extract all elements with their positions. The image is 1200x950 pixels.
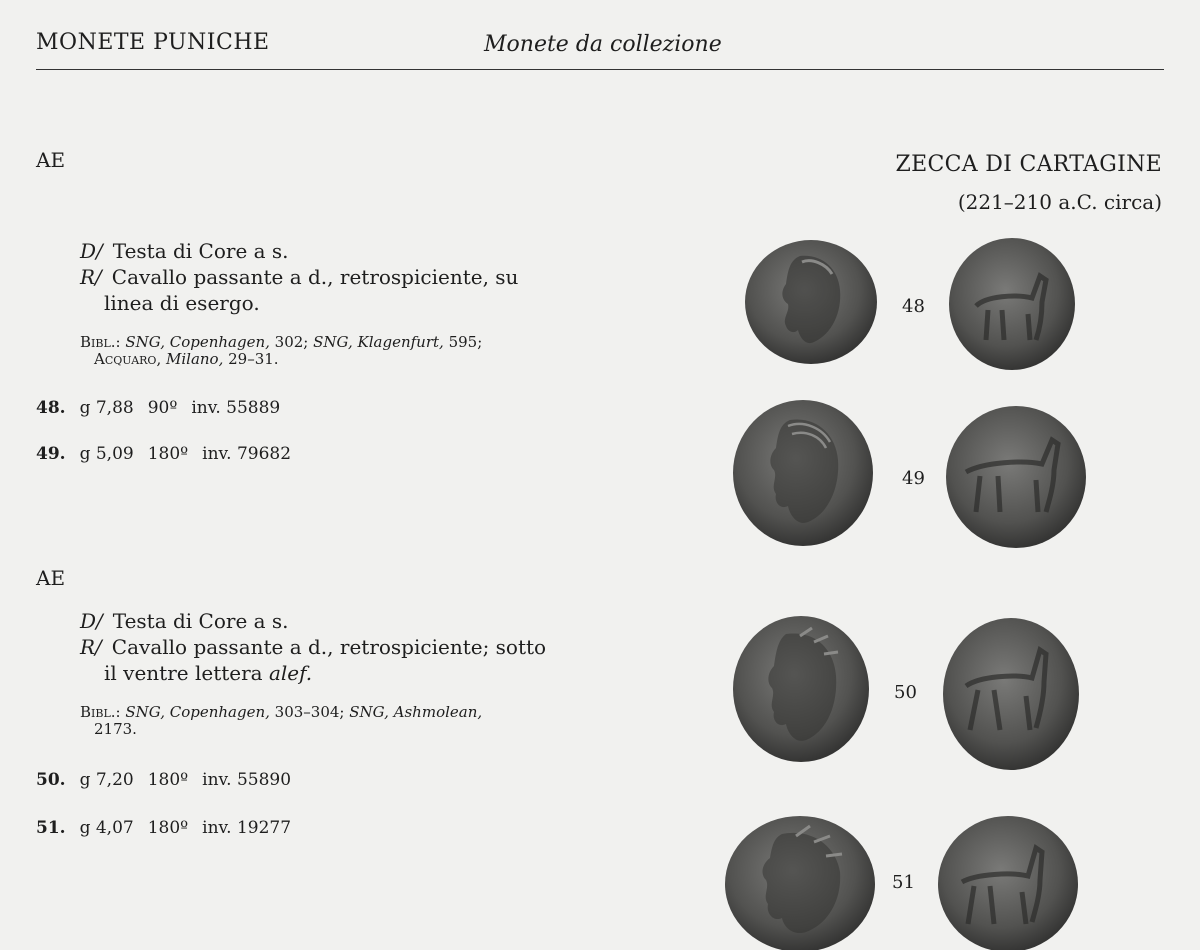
catalog-entry — [36, 398, 294, 418]
reverse-line — [80, 264, 600, 290]
entry-weight: g 7,88 — [79, 398, 134, 418]
bibl-pages: 302; — [269, 333, 314, 351]
catalog-entry — [36, 818, 305, 838]
bibl-ref: SNG, Copenhagen, — [125, 333, 270, 351]
reverse-label: R/ — [80, 265, 102, 289]
coin-51-obverse-image — [722, 812, 878, 950]
reverse-line-cont — [80, 660, 600, 686]
entry-number: 49. — [36, 444, 66, 464]
reverse-line-cont: linea di esergo. — [104, 291, 260, 315]
entry-axis: 180º — [147, 444, 189, 464]
running-header-title: Monete da collezione — [484, 32, 722, 57]
mint-date: (221–210 a.C. circa) — [957, 190, 1162, 214]
header-rule — [36, 69, 1164, 70]
running-header-left: MONETE PUNICHE — [36, 30, 270, 55]
obverse-label: D/ — [80, 239, 103, 263]
plate-number: 51 — [892, 872, 915, 893]
entry-axis: 90º — [147, 398, 178, 418]
obverse-text: Testa di Core a s. — [112, 239, 289, 263]
bibl-pages: 595; — [443, 333, 483, 351]
reverse-label: R/ — [80, 635, 102, 659]
bibliography-label: Bibl.: — [80, 333, 121, 351]
entry-weight: g 4,07 — [79, 818, 134, 838]
catalog-entry — [36, 770, 305, 790]
denomination-label: AE — [36, 148, 66, 172]
plate-number: 50 — [894, 682, 917, 703]
entry-weight: g 7,20 — [79, 770, 134, 790]
entry-number: 50. — [36, 770, 66, 790]
bibliography — [80, 704, 610, 738]
bibliography-label: Bibl.: — [80, 703, 121, 721]
coin-48-reverse-image — [946, 236, 1078, 372]
bibliography-line — [80, 334, 610, 351]
bibl-ref: SNG, Klagenfurt, — [313, 333, 444, 351]
bibl-ref: SNG, Copenhagen, — [125, 703, 270, 721]
reverse-text: il ventre lettera — [104, 661, 269, 685]
catalog-entry — [36, 444, 305, 464]
bibliography-line — [80, 704, 610, 721]
obverse-line — [80, 238, 600, 264]
plate-number: 48 — [902, 296, 925, 317]
coin-49-reverse-image — [944, 404, 1088, 550]
reverse-line — [80, 634, 600, 660]
coin-50-obverse-image — [730, 614, 872, 764]
bibl-ref: Milano, — [166, 350, 224, 368]
reverse-letter: alef. — [268, 661, 313, 685]
plate-number: 49 — [902, 468, 925, 489]
entry-inventory: inv. 55889 — [191, 398, 281, 418]
obverse-label: D/ — [80, 609, 103, 633]
obverse-line — [80, 608, 600, 634]
coin-51-reverse-image — [936, 812, 1080, 950]
bibliography-line — [80, 351, 610, 368]
entry-number: 51. — [36, 818, 66, 838]
entry-weight: g 5,09 — [79, 444, 134, 464]
coin-description — [80, 238, 600, 316]
entry-inventory: inv. 79682 — [202, 444, 292, 464]
entry-axis: 180º — [147, 818, 189, 838]
bibliography — [80, 334, 610, 368]
denomination-label: AE — [36, 566, 66, 590]
reverse-text: Cavallo passante a d., retrospiciente; sotto — [111, 635, 547, 659]
coin-50-reverse-image — [940, 616, 1082, 772]
entry-inventory: inv. 19277 — [202, 818, 292, 838]
mint-heading: ZECCA DI CARTAGINE — [895, 152, 1162, 177]
bibl-pages: 303–304; — [269, 703, 350, 721]
obverse-text: Testa di Core a s. — [112, 609, 289, 633]
coin-description — [80, 608, 600, 686]
reverse-text: Cavallo passante a d., retrospiciente, su — [111, 265, 519, 289]
bibliography-line: 2173. — [94, 720, 137, 738]
coin-48-obverse-image — [742, 238, 880, 366]
bibl-pages: 29–31. — [223, 350, 279, 368]
coin-49-obverse-image — [730, 398, 876, 548]
bibl-author: Acquaro, — [94, 350, 162, 368]
entry-inventory: inv. 55890 — [202, 770, 292, 790]
entry-number: 48. — [36, 398, 66, 418]
entry-axis: 180º — [147, 770, 189, 790]
bibl-ref: SNG, Ashmolean, — [349, 703, 483, 721]
